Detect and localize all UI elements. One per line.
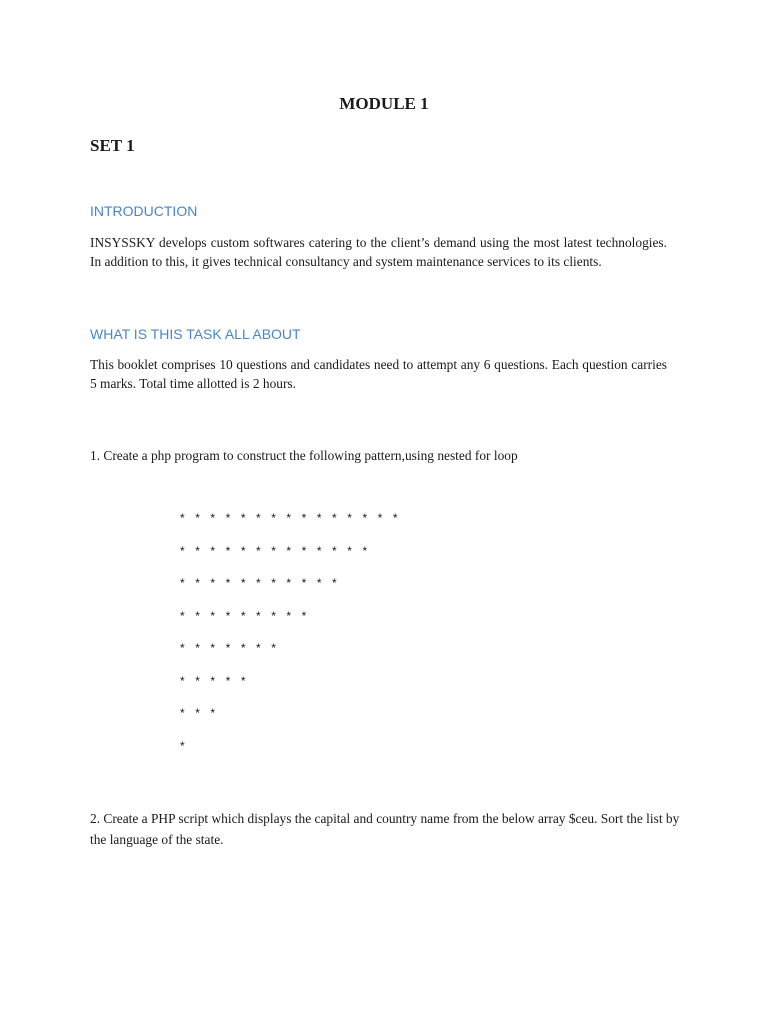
- question-1: 1. Create a php program to construct the following pattern,using nested for loop: [90, 448, 518, 463]
- introduction-heading: INTRODUCTION: [90, 203, 198, 219]
- introduction-paragraph: INSYSSKY develops custom softwares catering to the client’s demand using the most latest technologies. In addition to this, it gives technical consultancy and system maintenance services to its clients.: [90, 235, 667, 269]
- question-2: 2. Create a PHP script which displays the capital and country name from the below array $ceu. Sort the list by the language of the state.: [90, 811, 680, 847]
- task-heading: WHAT IS THIS TASK ALL ABOUT: [90, 326, 301, 342]
- pattern-row: * * *: [180, 706, 219, 720]
- pattern-row: * * * * * * *: [180, 641, 280, 655]
- pattern-row: * * * * * * * * * * *: [180, 576, 341, 590]
- task-paragraph: This booklet comprises 10 questions and candidates need to attempt any 6 questions. Each question carries 5 marks. Total time allotted is 2 hours.: [90, 357, 667, 391]
- module-title: MODULE 1: [339, 94, 429, 113]
- pattern-row: * * * * * * * * * * * * *: [180, 543, 371, 558]
- pattern-row: * * * * * * * * *: [180, 608, 310, 623]
- set-title: SET 1: [90, 136, 135, 155]
- pattern-row: * * * * *: [180, 673, 250, 688]
- star-pattern: [180, 508, 401, 768]
- pattern-row: * * * * * * * * * * * * * * *: [180, 511, 402, 525]
- pattern-row: *: [180, 738, 189, 753]
